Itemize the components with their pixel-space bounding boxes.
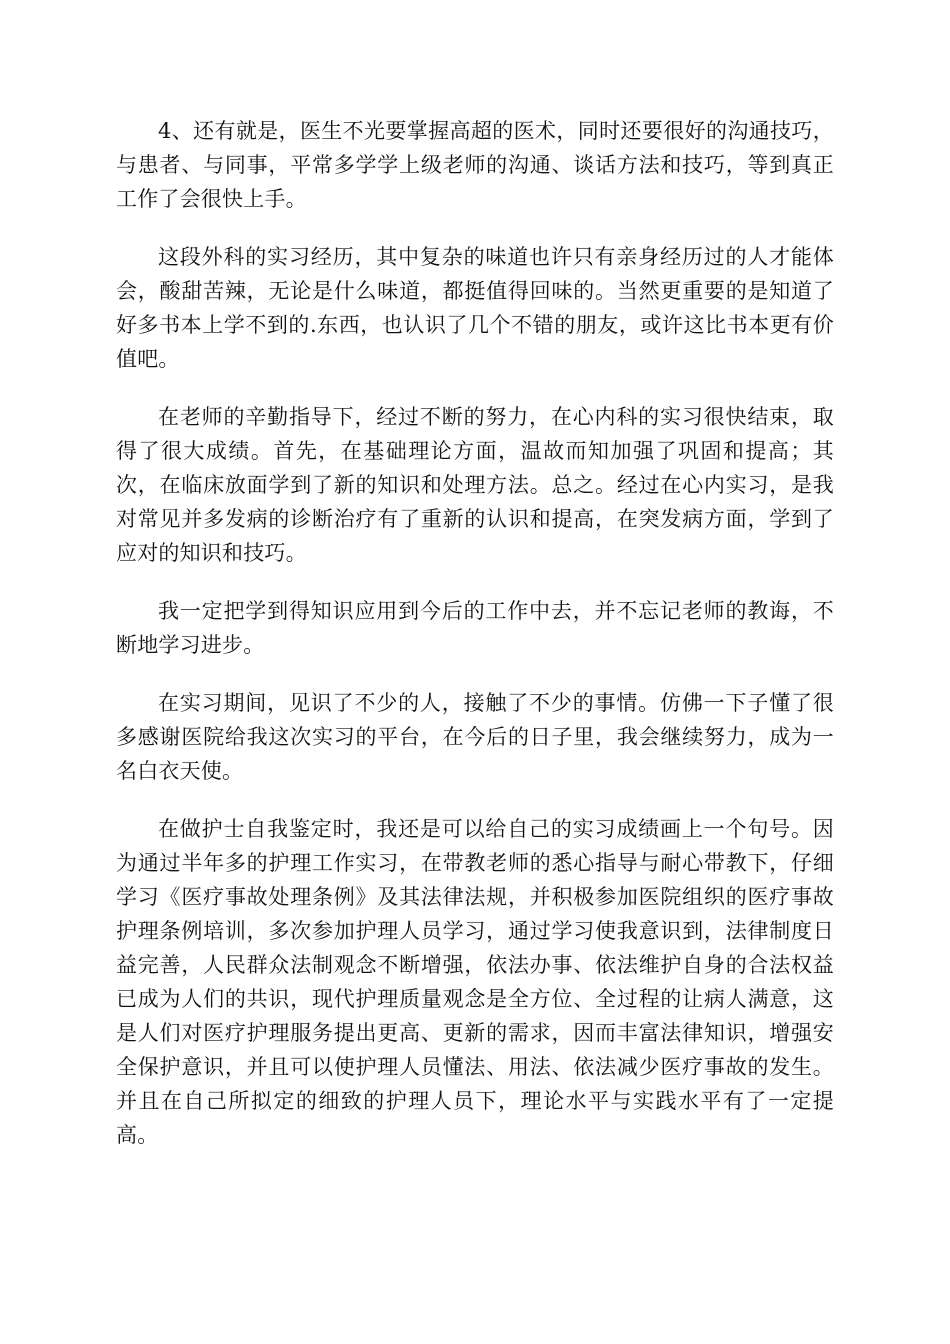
paragraph-cardiology-internship: 在老师的辛勤指导下，经过不断的努力，在心内科的实习很快结束，取得了很大成绩。首先，在基础理论方面，温故而知加强了巩固和提高；其次，在临床放面学到了新的知识和处理方法。总之。经过在心内实习，是我对常见并多发病的诊断治疗有了重新的认识和提高，在突发病方面，学到了应对的知识和技巧。 bbox=[116, 405, 834, 565]
paragraph-communication-skills: 4、还有就是，医生不光要掌握高超的医术，同时还要很好的沟通技巧，与患者、与同事，平常多学学上级老师的沟通、谈话方法和技巧，等到真正工作了会很快上手。 bbox=[116, 119, 834, 211]
paragraph-apply-knowledge: 我一定把学到得知识应用到今后的工作中去，并不忘记老师的教诲，不断地学习进步。 bbox=[116, 599, 834, 657]
document-body bbox=[116, 114, 834, 1152]
paragraph-internship-period: 在实习期间，见识了不少的人，接触了不少的事情。仿佛一下子懂了很多感谢医院给我这次实习的平台，在今后的日子里，我会继续努力，成为一名白衣天使。 bbox=[116, 691, 834, 783]
paragraph-surgery-experience: 这段外科的实习经历，其中复杂的味道也许只有亲身经历过的人才能体会，酸甜苦辣，无论是什么味道，都挺值得回味的。当然更重要的是知道了好多书本上学不到的.东西，也认识了几个不错的朋友，或许这比书本更有价值吧。 bbox=[116, 245, 834, 371]
paragraph-nurse-self-assessment: 在做护士自我鉴定时，我还是可以给自己的实习成绩画上一个句号。因为通过半年多的护理工作实习，在带教老师的悉心指导与耐心带教下，仔细学习《医疗事故处理条例》及其法律法规，并积极参加医院组织的医疗事故护理条例培训，多次参加护理人员学习，通过学习使我意识到，法律制度日益完善，人民群众法制观念不断增强，依法办事、依法维护自身的合法权益已成为人们的共识，现代护理质量观念是全方位、全过程的让病人满意，这是人们对医疗护理服务提出更高、更新的需求，因而丰富法律知识，增强安全保护意识，并且可以使护理人员懂法、用法、依法减少医疗事故的发生。并且在自己所拟定的细致的护理人员下，理论水平与实践水平有了一定提高。 bbox=[116, 817, 834, 1147]
